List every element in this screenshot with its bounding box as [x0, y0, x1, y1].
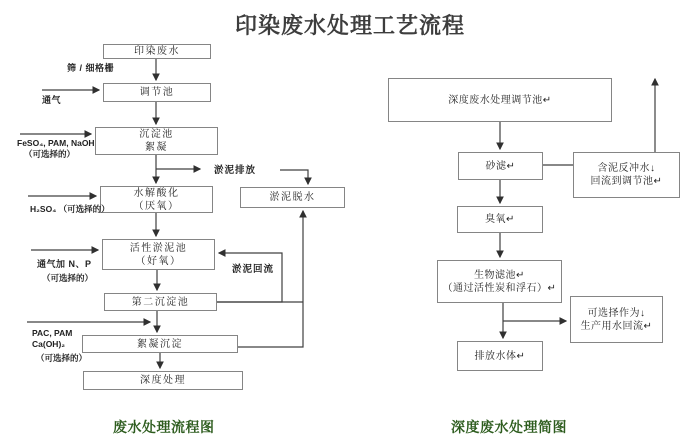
- box-label: 水解酸化: [133, 187, 180, 199]
- box-label: 印染废水: [134, 46, 180, 57]
- label-caoh2: Ca(OH)₂: [32, 339, 66, 349]
- box-activated-sludge-pool: [102, 239, 215, 270]
- arrow-into-dewatering-top: [280, 170, 308, 184]
- box-dyeing-wastewater: [103, 44, 211, 59]
- box-biological-filter: [437, 260, 562, 303]
- box-sand-filter: [458, 152, 543, 180]
- box-label: 深度废水处理调节池↵: [448, 94, 552, 106]
- label-pac-pam: PAC, PAM: [32, 328, 73, 338]
- box-label: 絮凝沉淀: [137, 338, 183, 350]
- box-label: 调节池: [139, 87, 175, 98]
- box-label: （通过活性炭和浮石）↵: [442, 282, 557, 294]
- label-feso4-pam-naoh: FeSO₄, PAM, NaOH: [17, 138, 95, 148]
- label-screen-grid: 筛 / 细格栅: [67, 63, 115, 73]
- label-optional-1: （可选择的）: [24, 149, 76, 159]
- page-title: 印染废水处理工艺流程: [234, 13, 465, 38]
- label-h2so4: H₂SO₄ （可选择的）: [30, 204, 110, 214]
- label-optional-3: （可选择的）: [36, 353, 88, 363]
- box-label: 回流到调节池↵: [590, 176, 663, 187]
- box-hydrolysis-acidification: [100, 186, 213, 213]
- label-optional-2: （可选择的）: [42, 273, 94, 283]
- box-production-water-reuse: [570, 296, 663, 343]
- box-sludge-dewatering: [240, 187, 345, 208]
- box-label: 生产用水回流↵: [580, 320, 653, 332]
- box-regulating-pool: [103, 83, 211, 102]
- label-aeration-np: 通气加 N、P: [37, 259, 92, 269]
- box-label: 生物滤池↵: [474, 269, 525, 281]
- box-sedimentation-pool: [95, 127, 218, 155]
- box-flocculation-sedimentation: [82, 335, 238, 353]
- box-backwash-return: [573, 152, 680, 198]
- caption-left-flowchart: 废水处理流程图: [113, 419, 215, 435]
- caption-right-flowchart: 深度废水处理简图: [451, 419, 567, 435]
- box-label: 含泥反冲水↓: [597, 163, 656, 174]
- box-label: 排放水体↵: [474, 350, 526, 362]
- box-advanced-treatment: [83, 371, 243, 390]
- box-advanced-regulating-pool: [388, 78, 612, 122]
- box-label: 淤泥脱水: [269, 192, 316, 203]
- label-sludge-discharge: 淤泥排放: [214, 165, 257, 176]
- box-label: 沉淀池: [139, 129, 174, 140]
- box-label: 砂滤↵: [485, 160, 516, 172]
- box-ozone: [457, 206, 543, 233]
- box-label: 活性淤泥池: [129, 242, 188, 254]
- label-sludge-return: 淤泥回流: [232, 264, 275, 275]
- box-label: 深度处理: [140, 375, 186, 386]
- box-label: 臭氧↵: [485, 214, 515, 225]
- label-aeration: 通气: [42, 95, 62, 105]
- box-label: 可选择作为↓: [587, 307, 646, 319]
- box-label: 第二沉淀池: [131, 296, 190, 308]
- box-discharge-water-body: [457, 341, 543, 371]
- box-secondary-sedimentation: [104, 293, 217, 311]
- box-label: （好氧）: [135, 255, 182, 267]
- box-label: 絮凝: [145, 142, 168, 153]
- box-label: （厌氧）: [133, 200, 180, 212]
- arrow-flocculation-to-dewatering: [238, 211, 303, 347]
